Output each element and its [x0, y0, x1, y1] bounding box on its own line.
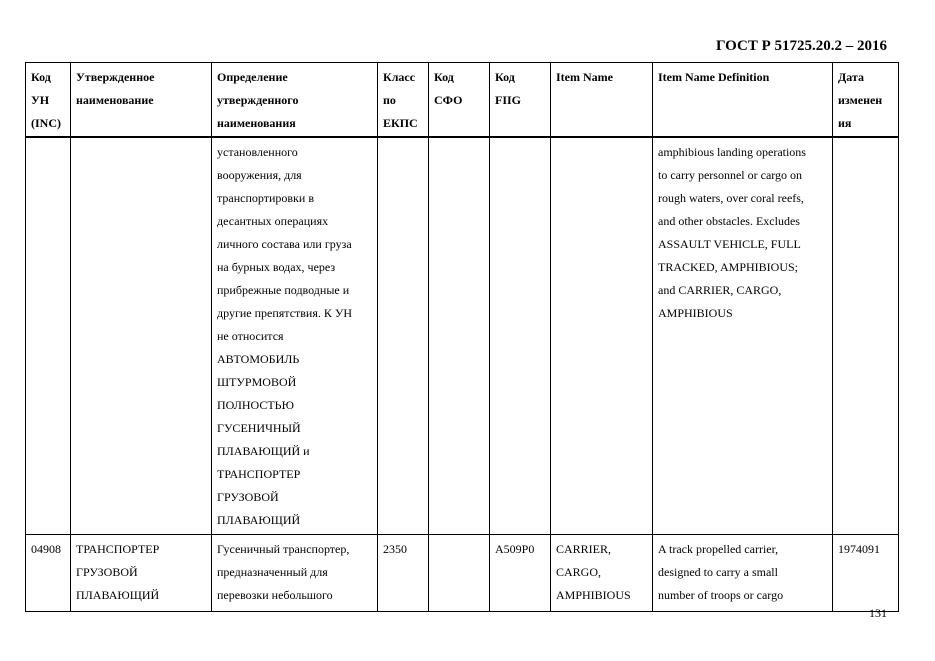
table-row — [26, 535, 899, 612]
col-header-change-date: Дата изменен ия — [833, 63, 899, 138]
col-header-item-name: Item Name — [551, 63, 653, 138]
cell-item-name-definition: A track propelled carrier, designed to carry a small number of troops or cargo — [653, 535, 833, 612]
cell-approved-name: ТРАНСПОРТЕР ГРУЗОВОЙ ПЛАВАЮЩИЙ — [71, 535, 212, 612]
cell-item-name — [551, 137, 653, 535]
document-header: ГОСТ Р 51725.20.2 – 2016 — [715, 38, 887, 54]
cell-inc — [26, 137, 71, 535]
cell-sfo-code — [429, 535, 490, 612]
col-header-approved-name: Утвержденное наименование — [71, 63, 212, 138]
cell-change-date: 1974091 — [833, 535, 899, 612]
catalog-table — [25, 62, 899, 612]
page-number: 131 — [869, 606, 887, 620]
cell-inc: 04908 — [26, 535, 71, 612]
cell-ekps-class — [378, 137, 429, 535]
cell-change-date — [833, 137, 899, 535]
col-header-item-name-definition: Item Name Definition — [653, 63, 833, 138]
table-header-row — [26, 63, 899, 138]
cell-item-name: CARRIER, CARGO, AMPHIBIOUS — [551, 535, 653, 612]
col-header-definition: Определение утвержденного наименования — [212, 63, 378, 138]
cell-definition: Гусеничный транспортер, предназначенный для перевозки небольшого — [212, 535, 378, 612]
col-header-ekps-class: Класс по ЕКПС — [378, 63, 429, 138]
cell-fiig-code: A509P0 — [490, 535, 551, 612]
cell-definition: установленного вооружения, для транспортировки в десантных операциях личного состава или груза на бурных водах, через прибрежные подводные и другие препятствия. К УН не относится АВТОМОБИЛЬ ШТУРМОВОЙ ПОЛНОСТЬЮ ГУСЕНИЧНЫЙ ПЛАВАЮЩИЙ и ТРАНСПОРТЕР ГРУЗОВОЙ ПЛАВАЮЩИЙ — [212, 137, 378, 535]
col-header-inc: Код УН (INC) — [26, 63, 71, 138]
cell-ekps-class: 2350 — [378, 535, 429, 612]
cell-sfo-code — [429, 137, 490, 535]
cell-item-name-definition: amphibious landing operations to carry personnel or cargo on rough waters, over coral reefs, and other obstacles. Excludes ASSAULT VEHICLE, FULL TRACKED, AMPHIBIOUS; and CARRIER, CARGO, AMPHIBIOUS — [653, 137, 833, 535]
cell-approved-name — [71, 137, 212, 535]
cell-fiig-code — [490, 137, 551, 535]
col-header-fiig-code: Код FIIG — [490, 63, 551, 138]
col-header-sfo-code: Код СФО — [429, 63, 490, 138]
table-row — [26, 137, 899, 535]
